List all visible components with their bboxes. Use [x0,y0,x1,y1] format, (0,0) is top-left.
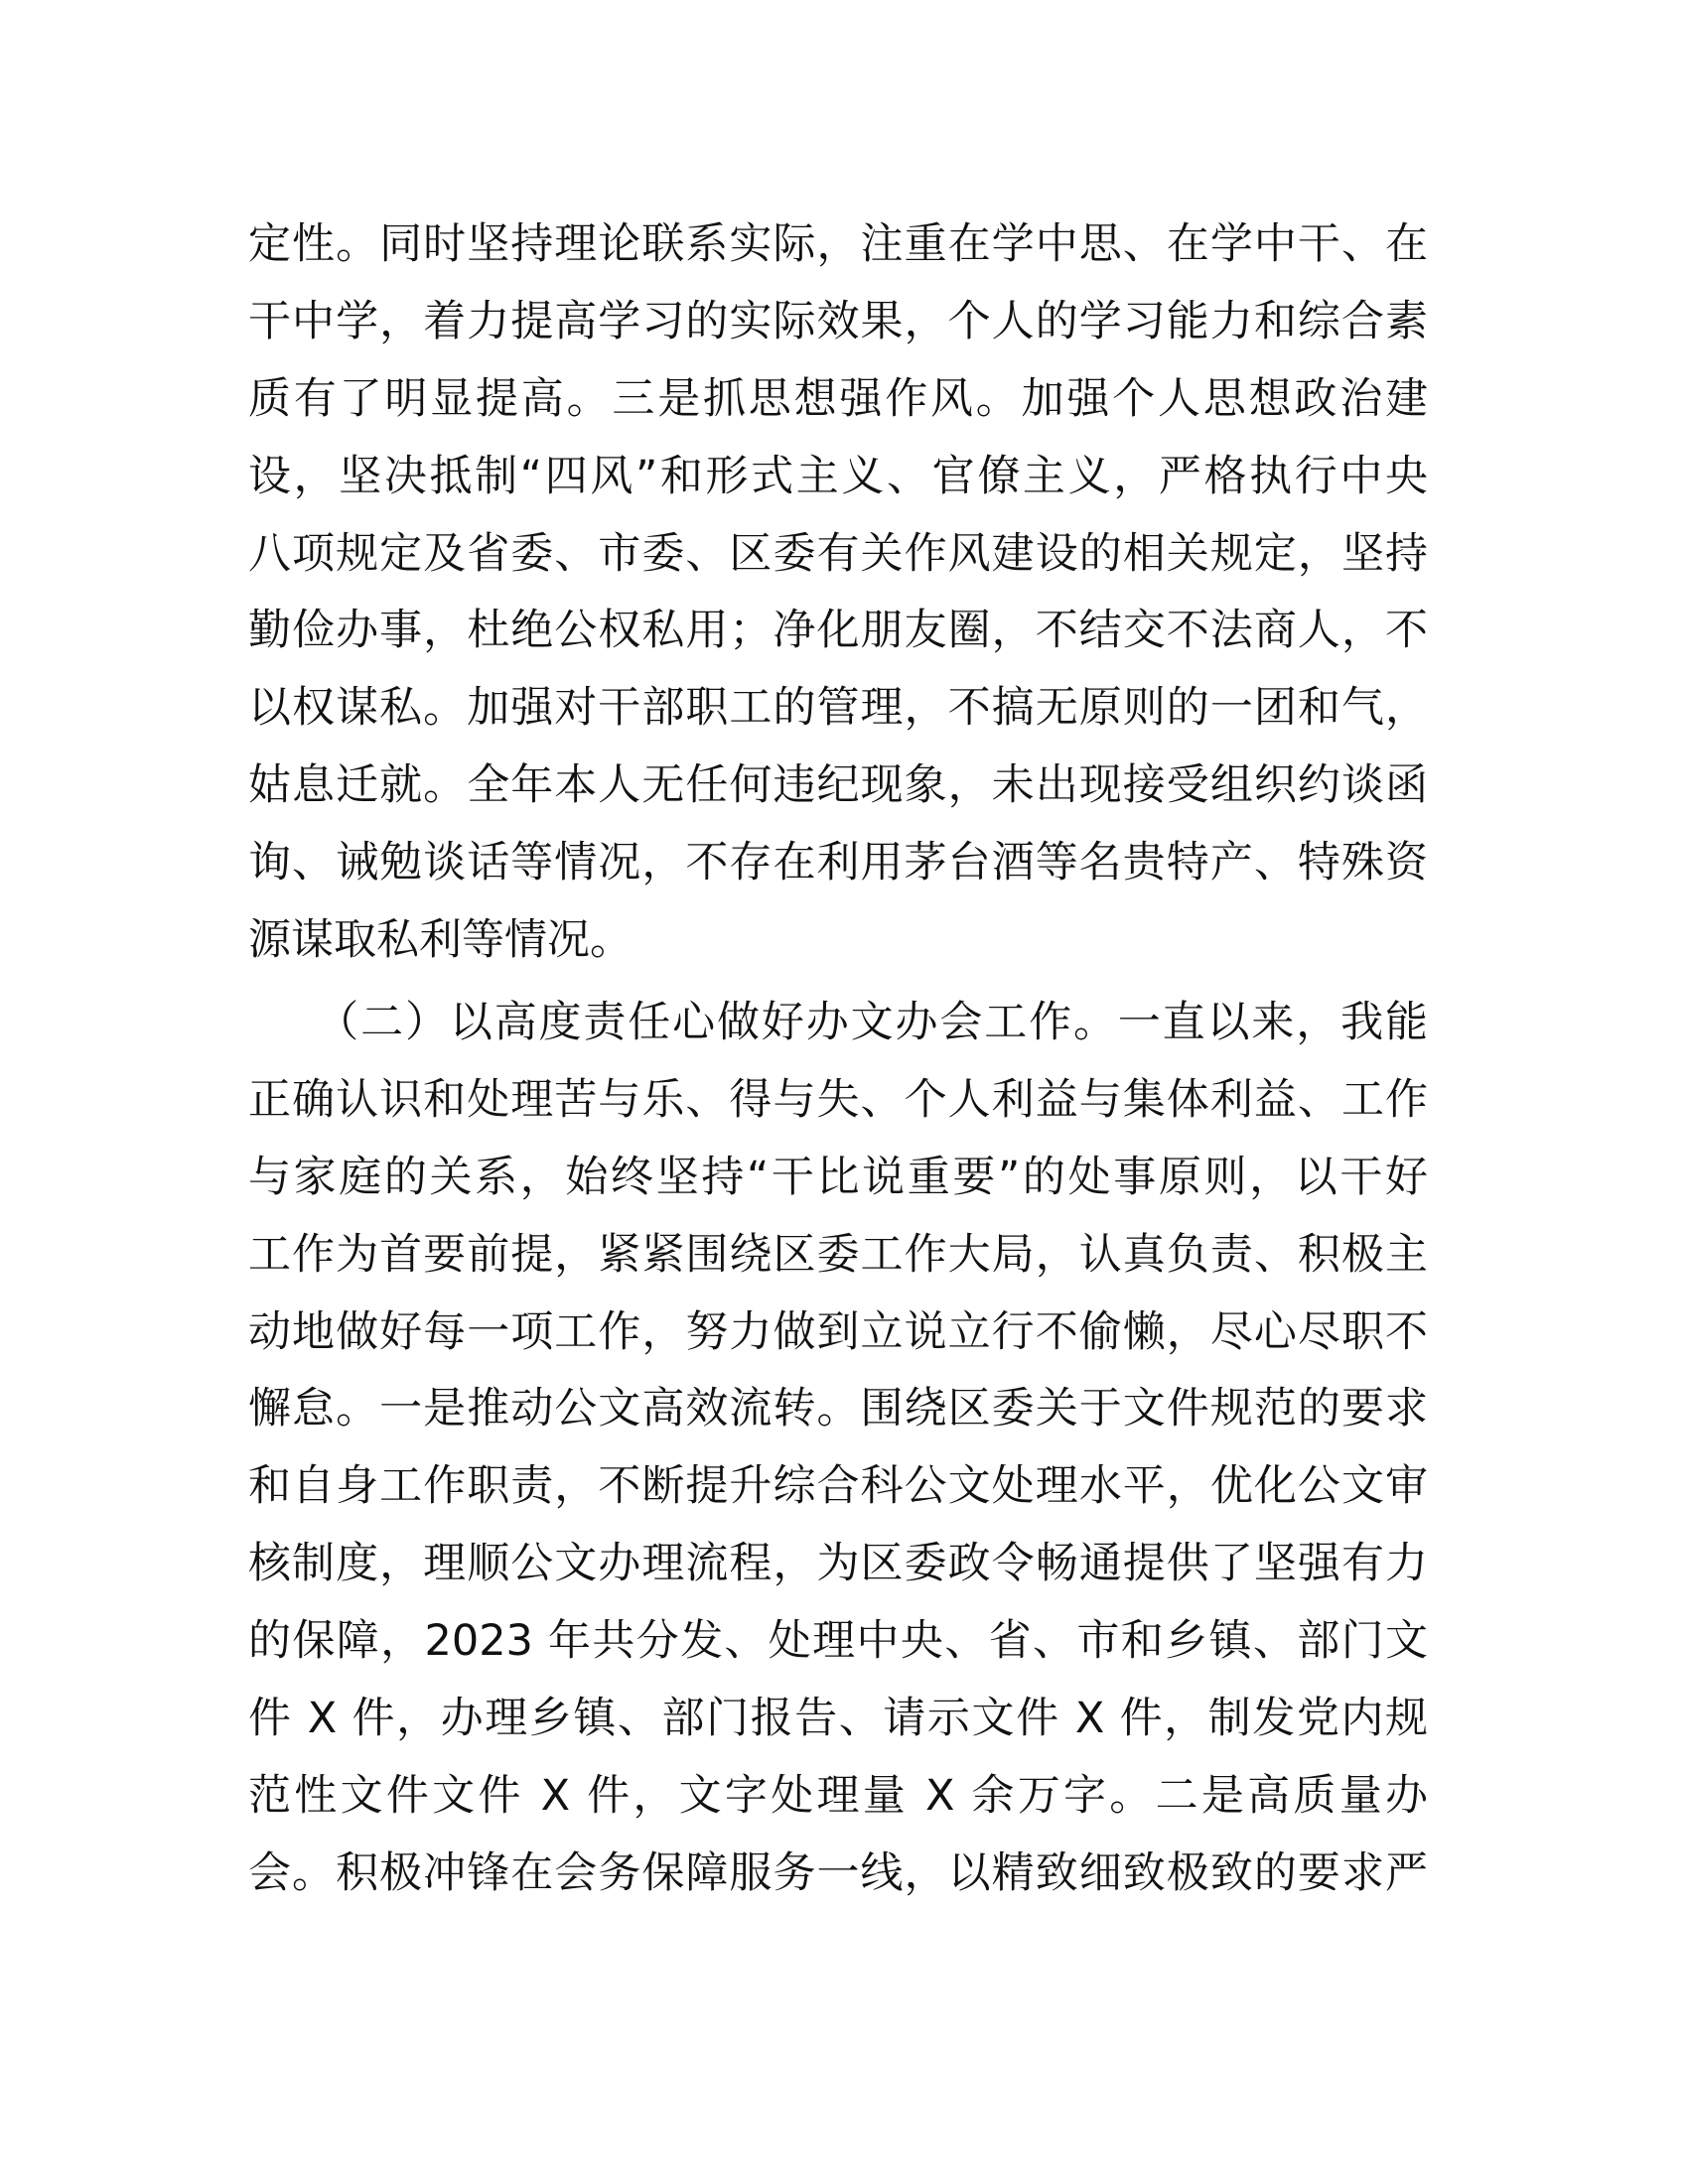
text-line: 工作为首要前提，紧紧围绕区委工作大局，认真负责、积极主 [248,1229,1428,1280]
text-line: 会。积极冲锋在会务保障服务一线，以精致细致极致的要求严 [248,1847,1428,1898]
text-line: 正确认识和处理苦与乐、得与失、个人利益与集体利益、工作 [248,1074,1428,1125]
text-line: 询、诫勉谈话等情况，不存在利用茅台酒等名贵特产、特殊资 [248,838,1428,888]
text-line: 动地做好每一项工作，努力做到立说立行不偷懒，尽心尽职不 [248,1306,1428,1357]
text-line: 质有了明显提高。三是抓思想强作风。加强个人思想政治建 [248,373,1428,424]
text-line: 定性。同时坚持理论联系实际，注重在学中思、在学中干、在 [248,219,1428,269]
text-line: 干中学，着力提高学习的实际效果，个人的学习能力和综合素 [248,296,1428,346]
text-line: 核制度，理顺公文办理流程，为区委政令畅通提供了坚强有力 [248,1539,1428,1589]
paragraph-2 [248,985,1428,1913]
text-line: 范性文件文件 X 件，文字处理量 X 余万字。二是高质量办 [248,1770,1428,1821]
text-line: 懈怠。一是推动公文高效流转。围绕区委关于文件规范的要求 [248,1384,1428,1434]
text-line: 和自身工作职责，不断提升综合科公文处理水平，优化公文审 [248,1461,1428,1512]
text-line: 源谋取私利等情况。 [248,915,633,966]
text-line: 的保障，2023 年共分发、处理中央、省、市和乡镇、部门文 [248,1616,1428,1667]
text-line: 八项规定及省委、市委、区委有关作风建设的相关规定，坚持 [248,528,1428,579]
text-line: 与家庭的关系，始终坚持“干比说重要”的处事原则，以干好 [248,1152,1428,1202]
paragraph-1 [248,206,1428,980]
text-line: 姑息迁就。全年本人无任何违纪现象，未出现接受组织约谈函 [248,760,1428,811]
text-line: 件 X 件，办理乡镇、部门报告、请示文件 X 件，制发党内规 [248,1694,1428,1744]
text-line: 设，坚决抵制“四风”和形式主义、官僚主义，严格执行中央 [248,451,1428,501]
text-line: 勤俭办事，杜绝公权私用；净化朋友圈，不结交不法商人，不 [248,606,1428,656]
text-line: 以权谋私。加强对干部职工的管理，不搞无原则的一团和气， [248,683,1428,734]
text-line: （二）以高度责任心做好办文办会工作。一直以来，我能 [248,998,1428,1047]
